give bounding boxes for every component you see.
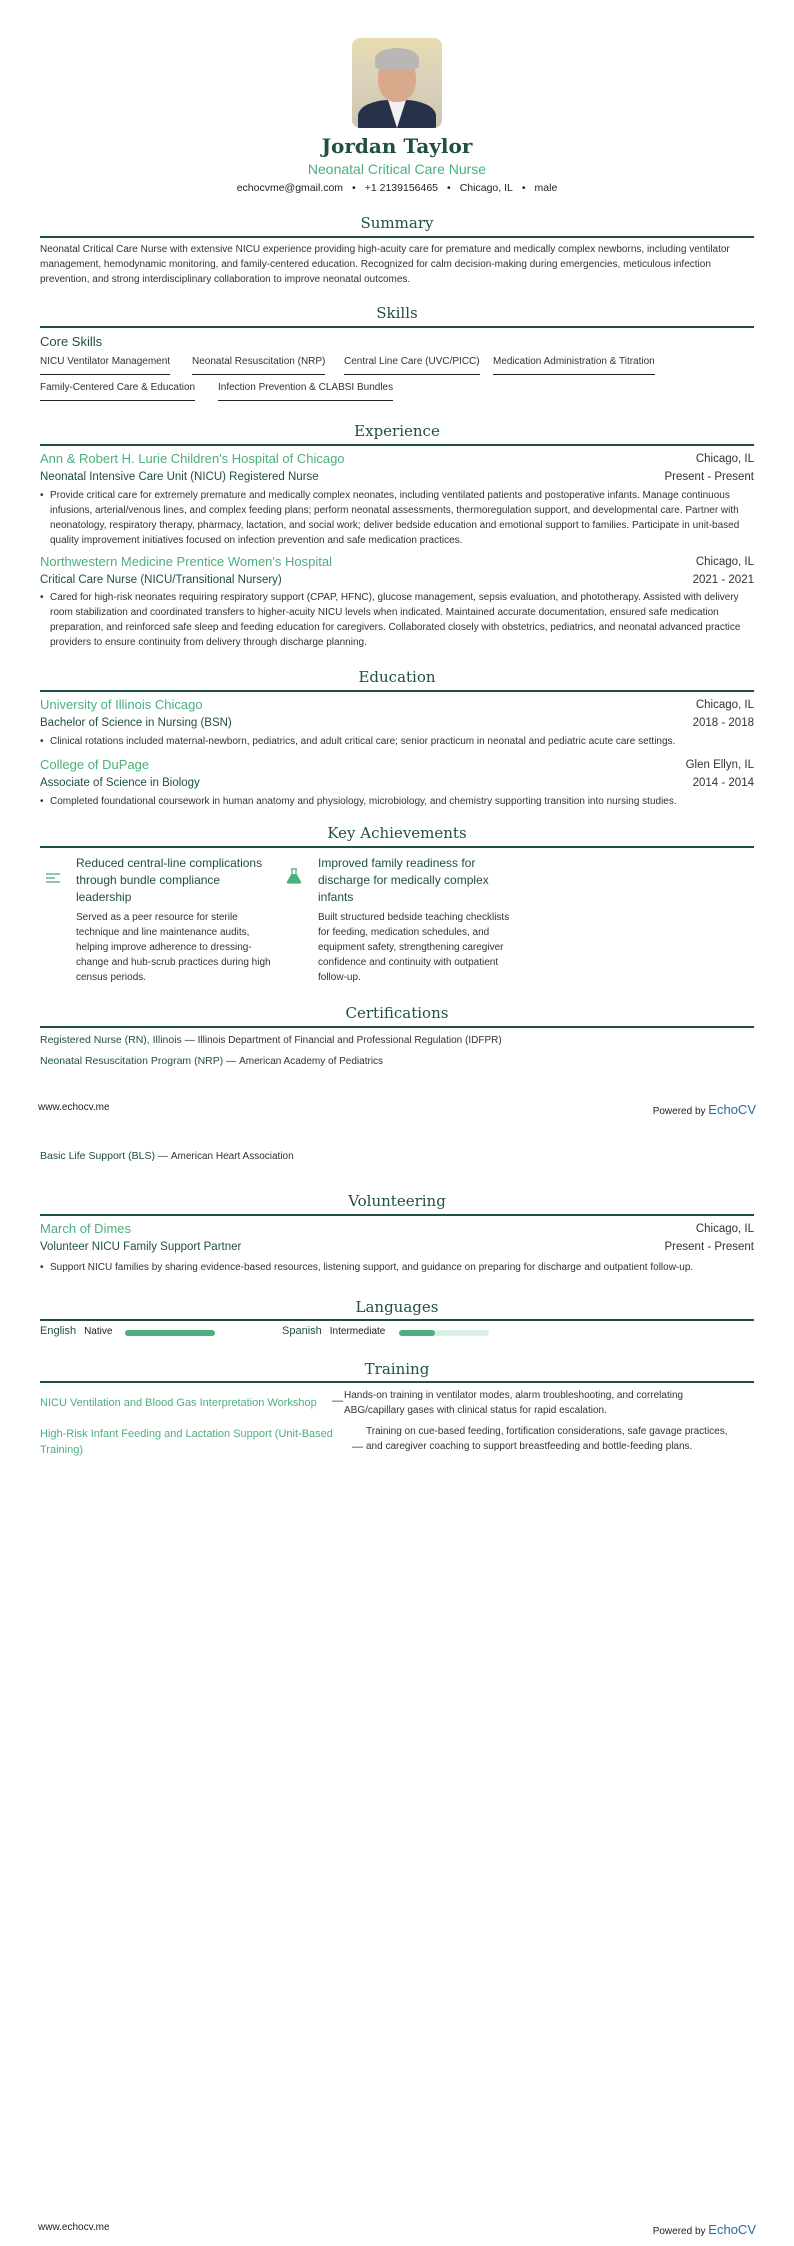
- summary-text: Neonatal Critical Care Nurse with extensive NICU experience providing high-acuity care for premature and medically complex newborns, including ventilator management, hemodynamic monitoring, and family-centered education. Recognized for calm decision-making during emergencies, meticulous infection prevention, and strong interdisciplinary collaboration to improve neonatal outcomes.: [40, 244, 730, 285]
- skills-group-title: Core Skills: [40, 334, 103, 349]
- education-bullet: • Completed foundational coursework in human anatomy and physiology, microbiology, and chemistry supporting transition into nursing studies.: [40, 794, 754, 809]
- resume-body: [40, 0, 754, 2246]
- certification-issuer: American Heart Association: [170, 1151, 294, 1162]
- language-level: Intermediate: [329, 1326, 386, 1337]
- footer-website[interactable]: www.echocv.me: [38, 1102, 110, 1113]
- education-degree: Bachelor of Science in Nursing (BSN): [40, 717, 232, 729]
- skill-tag: Infection Prevention & CLABSI Bundles: [218, 382, 393, 401]
- footer-powered-by[interactable]: [653, 1102, 756, 1117]
- certification-item: [40, 1055, 383, 1067]
- achievement-card: [318, 855, 518, 985]
- skill-tag: Central Line Care (UVC/PICC): [344, 356, 480, 375]
- section-divider: [40, 846, 754, 848]
- section-divider: [40, 690, 754, 692]
- education-bullet: • Clinical rotations included maternal-newborn, pediatrics, and adult critical care; senior practicum in neonatal and pediatric acute care settings.: [40, 734, 754, 749]
- certification-item: [40, 1034, 502, 1046]
- language-level: Native: [84, 1326, 113, 1337]
- volunteer-role: Volunteer NICU Family Support Partner: [40, 1241, 242, 1253]
- powered-by-label: Powered by: [652, 2226, 706, 2237]
- dash: —: [332, 1395, 343, 1407]
- certification-issuer: Illinois Department of Financial and Professional Regulation (IDFPR): [197, 1035, 502, 1046]
- training-description: Hands-on training in ventilator modes, alarm troubleshooting, and correlating ABG/capillary gases with clinical status for rapid escalation.: [344, 1390, 684, 1416]
- education-dates: 2018 - 2018: [692, 717, 754, 729]
- contact-phone[interactable]: +1 2139156465: [364, 182, 439, 194]
- education-location: Chicago, IL: [695, 699, 754, 711]
- experience-dates: Present - Present: [664, 471, 754, 483]
- achievements-heading: Key Achievements: [327, 824, 467, 842]
- section-divider: [40, 1381, 754, 1383]
- education-org: University of Illinois Chicago: [40, 697, 203, 712]
- training-description: Training on cue-based feeding, fortification considerations, safe gavage practices, and caregiver coaching to support breastfeeding and bottle-feeding plans.: [366, 1426, 728, 1452]
- language-name: Spanish: [282, 1325, 322, 1337]
- brand-name: EchoCV: [708, 1102, 756, 1117]
- training-name: High-Risk Infant Feeding and Lactation Support (Unit-Based Training): [40, 1428, 333, 1456]
- education-heading: Education: [358, 668, 436, 686]
- certification-issuer: American Academy of Pediatrics: [239, 1056, 384, 1067]
- experience-bullet: • Provide critical care for extremely premature and medically complex neonates, including ventilated patients and postoperative infants. Manage continuous infusions, arterial/venous lines, and complex feeding plans; perform neonatal assessments, thermoregulation support, and developmental care. Partner with neonatology, respiratory therapy, pharmacy, lactation, and social work; deliver bedside education and emotional support to families. Participate in unit-based quality improvement initiatives focused on infection prevention and safe medication practices.: [40, 488, 754, 548]
- experience-dates: 2021 - 2021: [692, 574, 754, 586]
- training-heading: Training: [364, 1360, 430, 1378]
- dash: —: [226, 1056, 237, 1067]
- section-divider: [40, 1026, 754, 1028]
- experience-location: Chicago, IL: [695, 556, 754, 568]
- achievement-title: Reduced central-line complications through bundle compliance leadership: [76, 856, 263, 904]
- list-lines-icon: [45, 871, 61, 889]
- section-divider: [40, 326, 754, 328]
- powered-by-label: Powered by: [652, 1106, 706, 1117]
- brand-name: EchoCV: [708, 2222, 756, 2237]
- volunteering-heading: Volunteering: [348, 1192, 446, 1210]
- skill-tag: NICU Ventilator Management: [40, 356, 170, 375]
- certification-name: Registered Nurse (RN), Illinois: [40, 1034, 182, 1046]
- volunteer-dates: Present - Present: [664, 1241, 754, 1253]
- dash: —: [157, 1151, 168, 1162]
- experience-heading: Experience: [354, 422, 440, 440]
- certifications-heading: Certifications: [345, 1004, 449, 1022]
- experience-location: Chicago, IL: [695, 453, 754, 465]
- section-divider: [40, 1319, 754, 1321]
- volunteer-bullet: • Support NICU families by sharing evidence-based resources, listening support, and guidance on preparing for discharge and outpatient follow-up.: [40, 1260, 754, 1275]
- summary-heading: Summary: [360, 214, 434, 232]
- contact-email[interactable]: echocvme@gmail.com: [236, 182, 344, 194]
- contact-location: Chicago, IL: [459, 182, 513, 194]
- experience-org: Northwestern Medicine Prentice Women's Hospital: [40, 554, 332, 569]
- education-location: Glen Ellyn, IL: [685, 759, 754, 771]
- achievement-description: Built structured bedside teaching checklists for feeding, medication schedules, and equipment safety, strengthening caregiver confidence and continuity with outpatient follow-up.: [318, 912, 510, 983]
- certification-item: [40, 1150, 294, 1162]
- experience-role: Critical Care Nurse (NICU/Transitional Nursery): [40, 574, 282, 586]
- language-proficiency-bar: [125, 1330, 215, 1336]
- training-name: NICU Ventilation and Blood Gas Interpretation Workshop: [40, 1397, 317, 1409]
- language-name: English: [40, 1325, 77, 1337]
- section-divider: [40, 236, 754, 238]
- language-item: [282, 1325, 385, 1337]
- candidate-title: Neonatal Critical Care Nurse: [307, 161, 487, 177]
- education-degree: Associate of Science in Biology: [40, 777, 200, 789]
- skill-tag: Neonatal Resuscitation (NRP): [192, 356, 325, 375]
- flask-icon: [286, 868, 302, 889]
- candidate-name: Jordan Taylor: [321, 134, 473, 158]
- language-proficiency-bar: [399, 1330, 489, 1336]
- dash: —: [352, 1441, 363, 1453]
- education-dates: 2014 - 2014: [692, 777, 754, 789]
- achievement-title: Improved family readiness for discharge for medically complex infants: [318, 856, 489, 904]
- achievement-card: [76, 855, 276, 985]
- education-org: College of DuPage: [40, 757, 150, 772]
- dash: —: [184, 1035, 195, 1046]
- experience-role: Neonatal Intensive Care Unit (NICU) Registered Nurse: [40, 471, 319, 483]
- volunteer-location: Chicago, IL: [695, 1223, 754, 1235]
- skill-tag: Family-Centered Care & Education: [40, 382, 195, 401]
- languages-heading: Languages: [355, 1298, 439, 1316]
- experience-bullet: • Cared for high-risk neonates requiring respiratory support (CPAP, HFNC), glucose management, sepsis evaluation, and phototherapy. Assisted with delivery room stabilization and coordinated transfers to higher-acuity NICU levels when indicated. Maintained accurate documentation, ensured safe medication preparation, and reinforced safe sleep and feeding education for caregivers. Collaborated closely with obstetrics, pediatrics, and neonatal advanced practice providers to ensure continuity from delivery through discharge planning.: [40, 590, 754, 650]
- volunteer-org: March of Dimes: [40, 1221, 132, 1236]
- separator: •: [447, 182, 451, 194]
- achievement-description: Served as a peer resource for sterile technique and line maintenance audits, helping improve adherence to dressing-change and hub-scrub practices during high census periods.: [76, 912, 271, 983]
- separator: •: [521, 182, 526, 194]
- certification-name: Basic Life Support (BLS): [40, 1150, 155, 1162]
- section-divider: [40, 1214, 754, 1216]
- language-item: [40, 1325, 112, 1337]
- section-divider: [40, 444, 754, 446]
- experience-org: Ann & Robert H. Lurie Children's Hospital of Chicago: [40, 451, 345, 466]
- skill-tag: Medication Administration & Titration: [493, 356, 655, 375]
- footer-website[interactable]: www.echocv.me: [38, 2222, 110, 2233]
- skills-heading: Skills: [376, 304, 418, 322]
- footer-powered-by[interactable]: [653, 2222, 756, 2237]
- separator: •: [352, 182, 356, 194]
- certification-name: Neonatal Resuscitation Program (NRP): [40, 1055, 224, 1067]
- contact-gender: male: [534, 182, 558, 194]
